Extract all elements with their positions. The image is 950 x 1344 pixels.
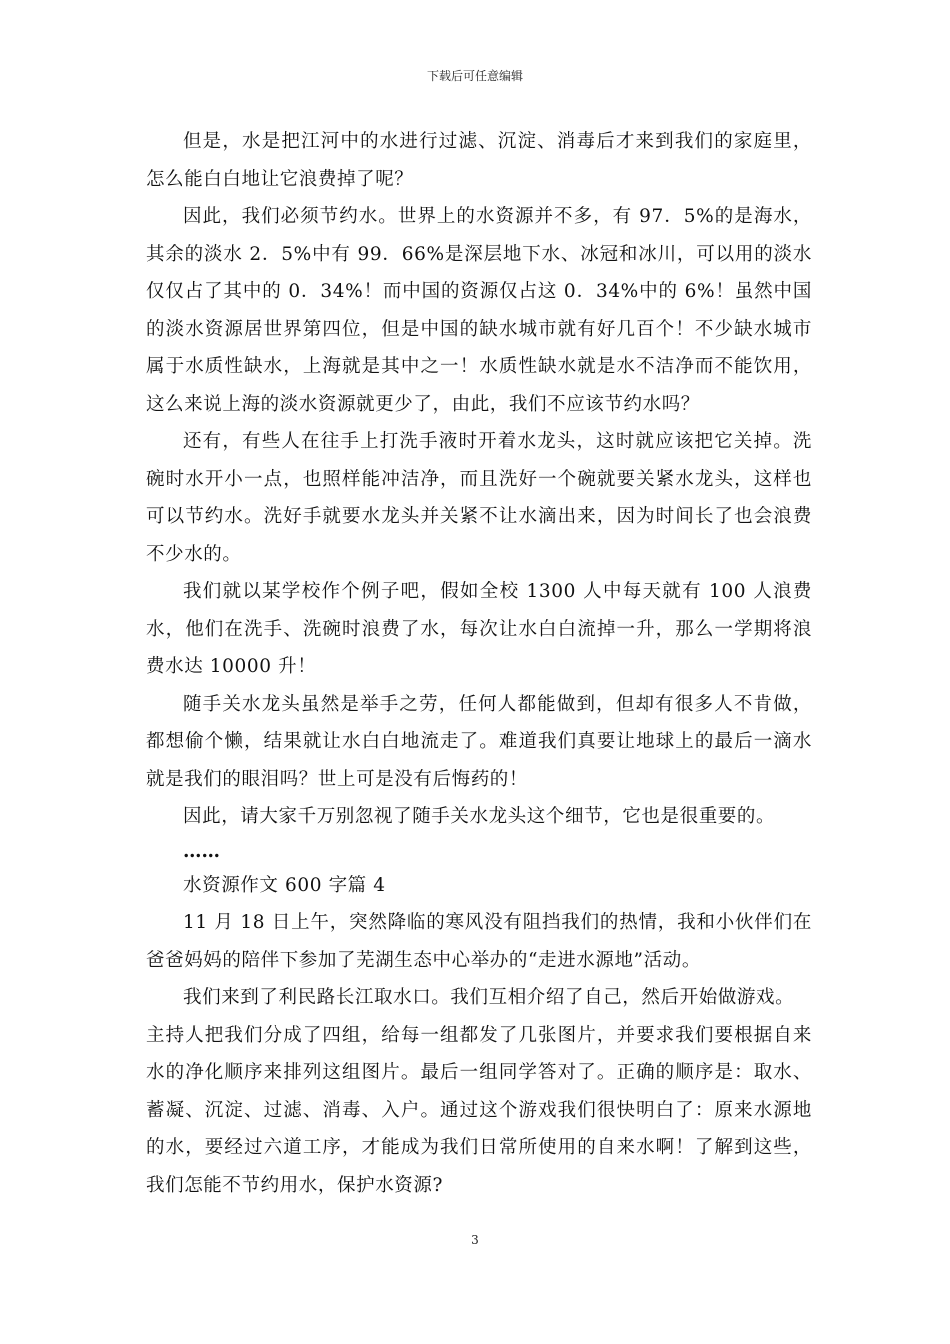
paragraph: 我们就以某学校作个例子吧，假如全校 1300 人中每天就有 100 人浪费水，他们在洗手、洗碗时浪费了水，每次让水白白流掉一升，那么一学期将浪费水达 10000 升！: [146, 581, 812, 677]
paragraph: 因此，我们必须节约水。世界上的水资源并不多，有 97．5%的是海水，其余的淡水 2．5%中有 99．66%是深层地下水、冰冠和冰川，可以用的淡水仅仅占了其中的 0．34%！而中国的资源仅占这 0．34%中的 6%！虽然中国的淡水资源居世界第四位，但是中国的缺水城市就有好几百个！不少缺水城市属于水质性缺水，上海就是其中之一！水质性缺水就是水不洁净而不能饮用，这么来说上海的淡水资源就更少了，由此，我们不应该节约水吗？: [146, 206, 812, 415]
paragraph: 随手关水龙头虽然是举手之劳，任何人都能做到，但却有很多人不肯做，都想偷个懒，结果就让水白白地流走了。难道我们真要让地球上的最后一滴水就是我们的眼泪吗？世上可是没有后悔药的！: [146, 693, 812, 790]
section-title: 水资源作文 600 字篇 4: [183, 874, 386, 896]
paragraph: 我们来到了利民路长江取水口。我们互相介绍了自己，然后开始做游戏。: [183, 987, 795, 1008]
page-number: 3: [471, 1233, 479, 1247]
ellipsis: ……: [183, 840, 220, 862]
paragraph: 因此，请大家千万别忽视了随手关水龙头这个细节，它也是很重要的。: [183, 806, 776, 827]
document-body: [146, 123, 812, 1204]
paragraph: 主持人把我们分成了四组，给每一组都发了几张图片，并要求我们要根据自来水的净化顺序来排列这组图片。最后一组同学答对了。正确的顺序是：取水、蓄凝、沉淀、过滤、消毒、入户。通过这个游戏我们很快明白了：原来水源地的水，要经过六道工序，才能成为我们日常所使用的自来水啊！了解到这些，我们怎能不节约用水，保护水资源?: [146, 1024, 812, 1196]
page-header: 下载后可任意编辑: [426, 69, 523, 83]
paragraph: 11 月 18 日上午，突然降临的寒风没有阻挡我们的热情，我和小伙伴们在爸爸妈妈的陪伴下参加了芜湖生态中心举办的“走进水源地”活动。: [146, 912, 812, 971]
paragraph: 还有，有些人在往手上打洗手液时开着水龙头，这时就应该把它关掉。洗碗时水开小一点，也照样能冲洁净，而且洗好一个碗就要关紧水龙头，这样也可以节约水。洗好手就要水龙头并关紧不让水滴出来，因为时间长了也会浪费不少水的。: [146, 431, 812, 565]
paragraph: 但是，水是把江河中的水进行过滤、沉淀、消毒后才来到我们的家庭里，怎么能白白地让它浪费掉了呢？: [146, 131, 812, 190]
